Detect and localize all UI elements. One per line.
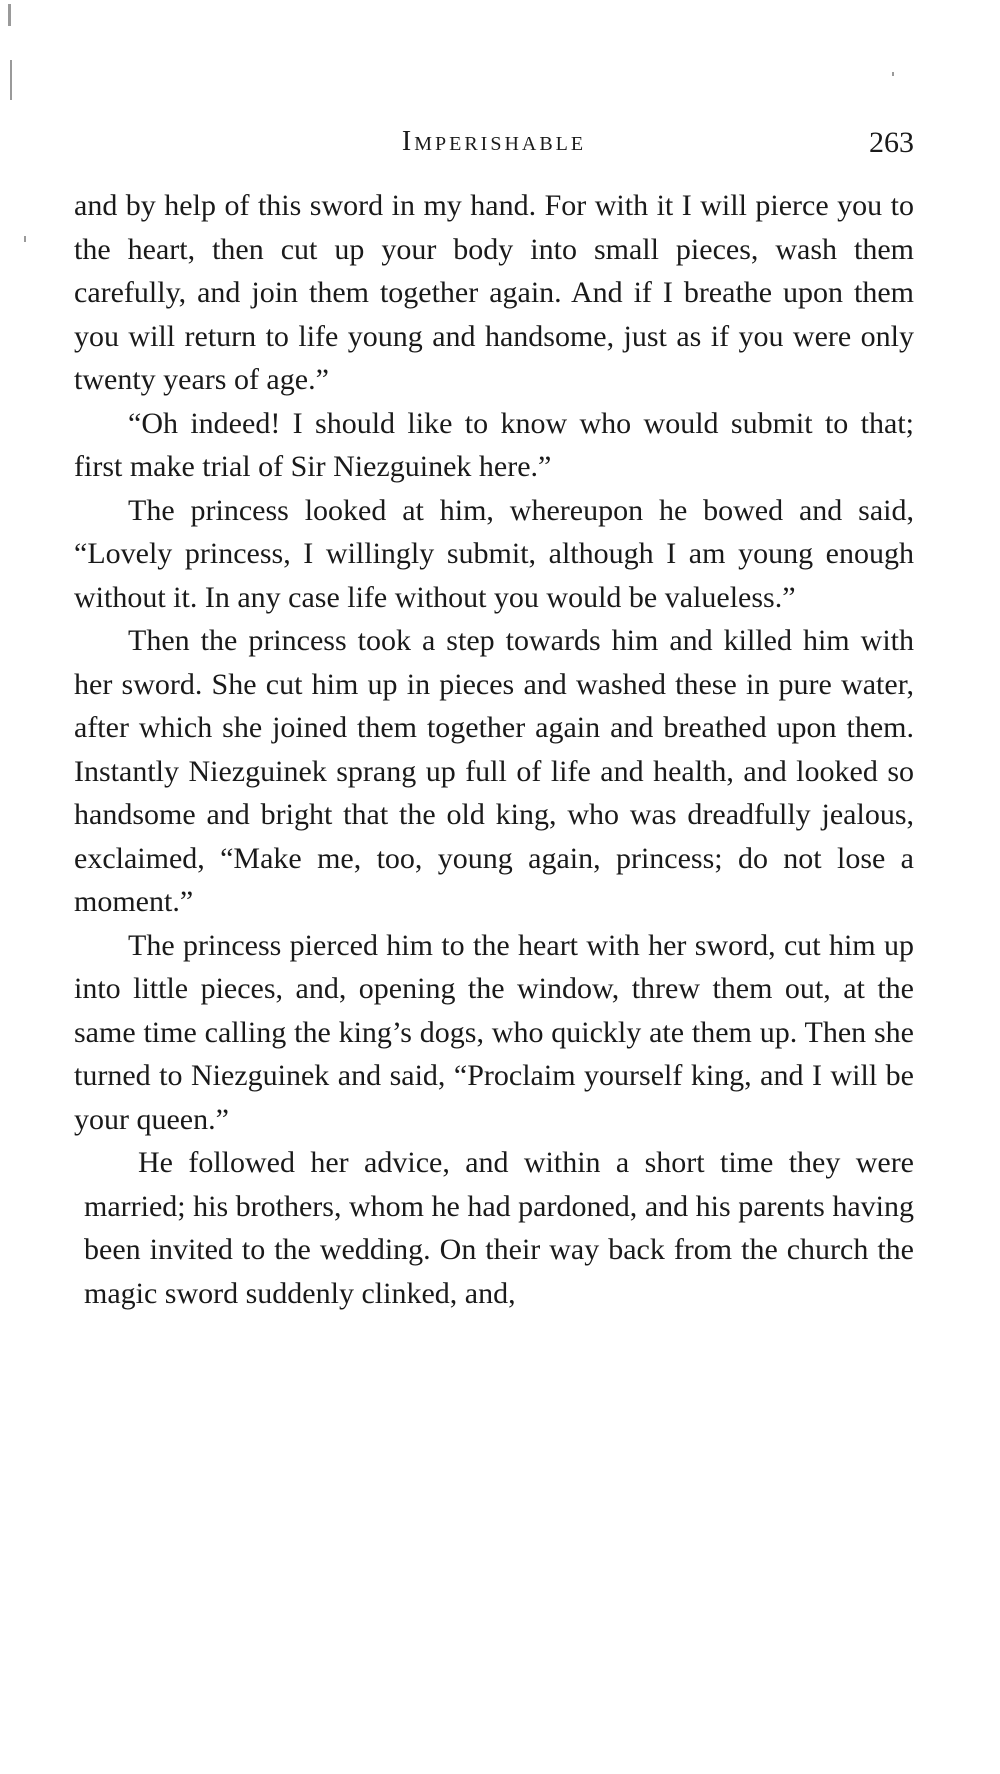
scan-speck	[10, 60, 12, 100]
paragraph: and by help of this sword in my hand. For with it I will pierce you to the heart, then cut up your body into small pieces, wash them carefully, and join them together again. And if I breathe upon them you will return to life young and handsome, just as if you were only twenty years of age.”	[74, 189, 914, 396]
page-number: 263	[869, 126, 914, 159]
scan-speck	[24, 236, 26, 242]
paragraph: Then the princess took a step towards him and killed him with her sword. She cut him up in pieces and washed these in pure water, after which she joined them together again and breathed upon them. Instantly Niezguinek sprang up full of life and health, and looked so handsome and bright that the old king, who was dreadfully jealous, exclaimed, “Make me, too, young again, princess; do not lose a moment.”	[74, 624, 914, 918]
paragraph: He followed her advice, and within a short time they were married; his brothers, whom he had pardoned, and his parents having been invited to the wedding. On their way back from the church the magic sword suddenly clinked, and,	[84, 1146, 914, 1310]
scan-speck	[8, 4, 11, 26]
paragraph: “Oh indeed! I should like to know who would submit to that; first make trial of Sir Niezguinek here.”	[74, 406, 914, 483]
scan-speck	[892, 72, 894, 76]
page-header	[74, 126, 914, 166]
paragraph: The princess looked at him, whereupon he bowed and said, “Lovely princess, I willingly submit, although I am young enough without it. In any case life without you would be valueless.”	[74, 493, 914, 614]
body-text	[74, 184, 914, 1315]
paragraph: The princess pierced him to the heart with her sword, cut him up into little pieces, and, opening the window, threw them out, at the same time calling the king’s dogs, who quickly ate them up. Then she turned to Niezguinek and said, “Proclaim yourself king, and I will be your queen.”	[74, 928, 914, 1136]
running-title: Imperishable	[401, 126, 587, 157]
